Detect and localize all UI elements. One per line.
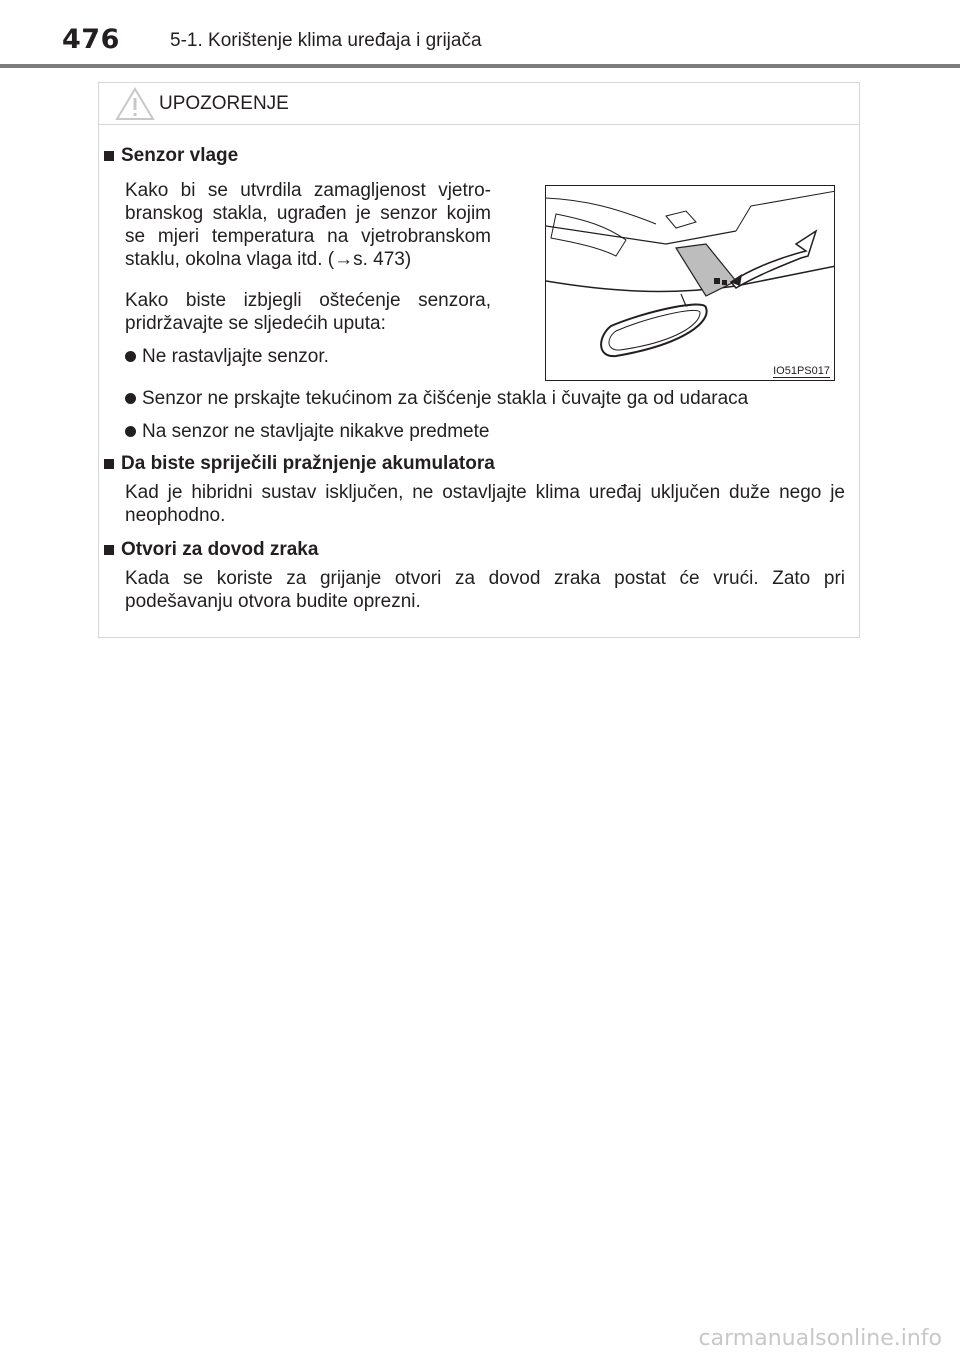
- heading-battery-discharge: [104, 453, 495, 475]
- mirror-sensor-drawing-icon: [546, 186, 835, 381]
- list-item: Ne rastavljajte senzor.: [125, 345, 329, 368]
- warning-header: [99, 83, 859, 125]
- bullet-dot-icon: [125, 426, 136, 437]
- square-bullet-icon: [104, 545, 114, 555]
- figure-code: IO51PS017: [773, 365, 830, 377]
- heading-text: Senzor vlage: [121, 145, 239, 166]
- warning-title: UPOZORENJE: [159, 93, 289, 114]
- square-bullet-icon: [104, 459, 114, 469]
- heading-humidity-sensor: [104, 145, 238, 167]
- watermark: carmanualsonline.info: [698, 1326, 942, 1351]
- section-title: 5-1. Korištenje klima uređaja i grijača: [170, 30, 482, 51]
- header-divider: [0, 64, 960, 68]
- bullet-dot-icon: [125, 393, 136, 404]
- heading-text: Da biste spriječili pražnjenje akumulatora: [121, 453, 495, 474]
- warning-triangle-icon: [115, 87, 155, 121]
- page-number: 476: [62, 24, 120, 55]
- bullet-dot-icon: [125, 351, 136, 362]
- list-item: Na senzor ne stavljajte nikakve predmete: [125, 420, 489, 443]
- heading-text: Otvori za dovod zraka: [121, 539, 319, 560]
- heading-air-vents: [104, 539, 318, 561]
- paragraph: Kad je hibridni sustav isključen, ne ostavljajte klima uređaj uključen duže nego je neophodno.: [125, 482, 845, 526]
- paragraph: Kako biste izbjegli oštećenje senzora, pridržavajte se sljedećih uputa:: [125, 290, 491, 334]
- square-bullet-icon: [104, 151, 114, 161]
- paragraph: Kada se koriste za grijanje otvori za dovod zraka postat će vrući. Zato pri podešavanju otvora budite oprezni.: [125, 568, 845, 612]
- warning-box: [98, 82, 860, 638]
- list-item: Senzor ne prskajte tekućinom za čišćenje stakla i čuvajte ga od udaraca: [125, 387, 748, 410]
- sensor-illustration: [545, 185, 835, 381]
- paragraph: Kako bi se utvrdila zamagljenost vjetro-branskog stakla, ugrađen je senzor kojim se mjeri temperatura na vjetrobranskom staklu, okolna vlaga itd. (→s. 473): [125, 180, 491, 270]
